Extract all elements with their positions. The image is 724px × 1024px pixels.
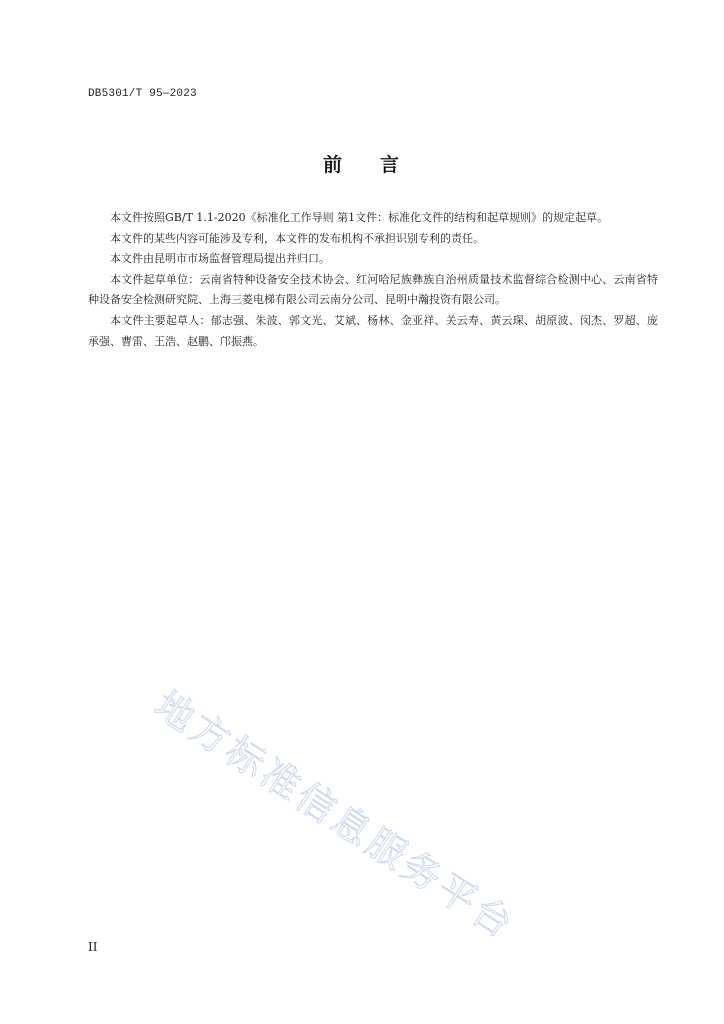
watermark: 地方标准信息服务平台: [147, 682, 524, 949]
paragraph-drafters: 本文件主要起草人：郁志强、朱波、郭文光、艾斌、杨林、金亚祥、关云寿、黄云琛、胡原波、闵杰、罗超、庞承强、曹雷、王浩、赵鹏、邝振燕。: [88, 313, 658, 348]
paragraph-drafting-units: 本文件起草单位：云南省特种设备安全技术协会、红河哈尼族彝族自治州质量技术监督综合检测中心、云南省特种设备安全检测研究院、上海三菱电梯有限公司云南分公司、昆明中瀚投资有限公司。: [88, 272, 658, 307]
page-title: [0, 150, 724, 177]
paragraph-proposer: 本文件由昆明市市场监督管理局提出并归口。: [110, 252, 330, 266]
foreword-body: [88, 208, 658, 352]
title-part-2: 言: [380, 154, 402, 176]
page-number: II: [88, 940, 98, 954]
document-code: DB5301/T 95—2023: [88, 88, 197, 100]
title-part-1: 前: [322, 154, 344, 176]
paragraph-patent-notice: 本文件的某些内容可能涉及专利，本文件的发布机构不承担识别专利的责任。: [110, 231, 484, 245]
paragraph-drafting-rules: 本文件按照GB/T 1.1-2020《标准化工作导则 第1文件：标准化文件的结构和起草规则》的规定起草。: [110, 211, 609, 224]
